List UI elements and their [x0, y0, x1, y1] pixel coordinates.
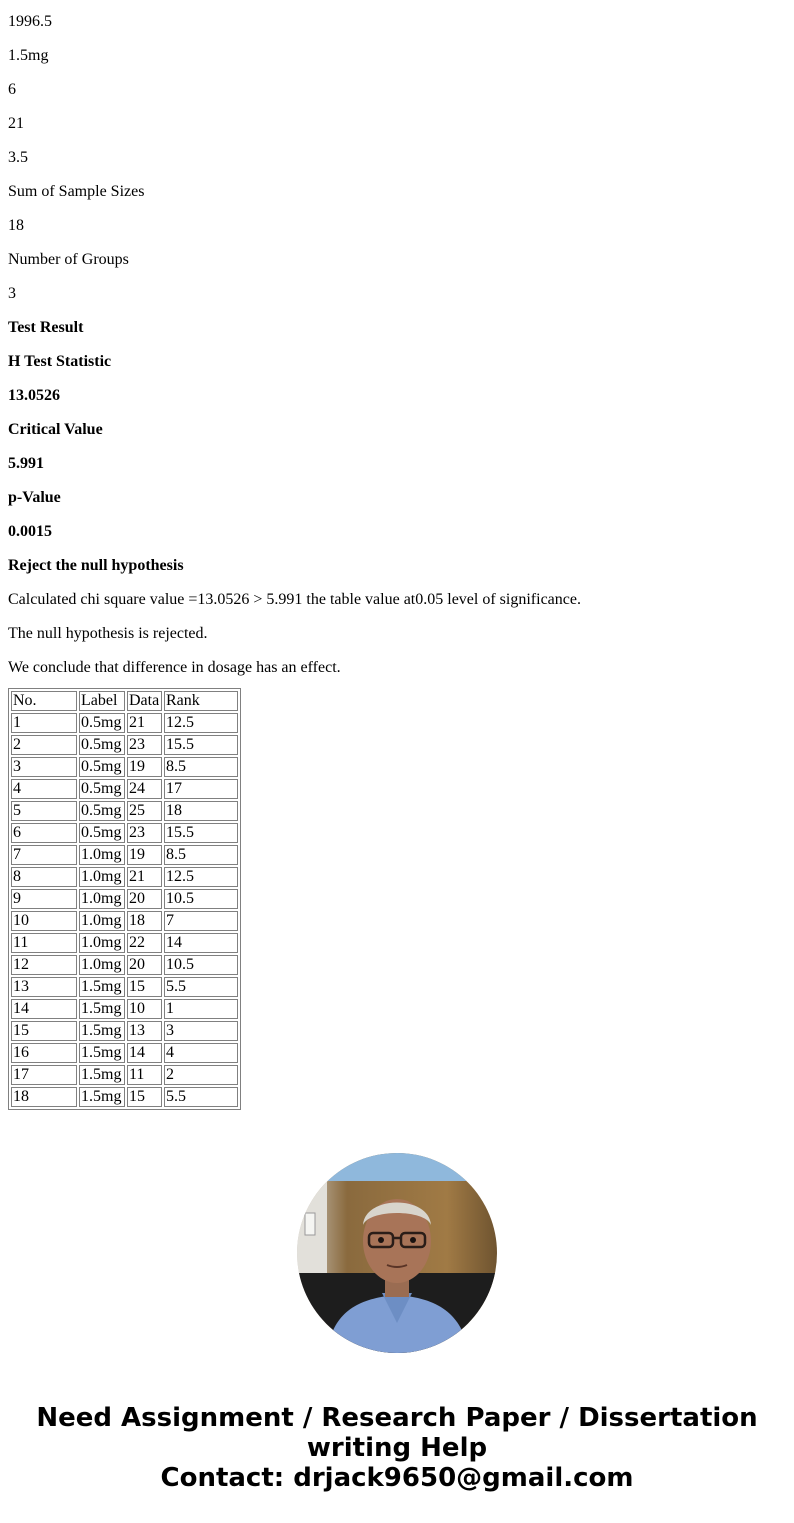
table-row	[11, 1043, 238, 1063]
cell-label: 0.5mg	[79, 801, 125, 821]
cell-no: 17	[11, 1065, 77, 1085]
cell-label: 1.5mg	[79, 1065, 125, 1085]
text-line: 6	[8, 81, 16, 98]
text-line: 3.5	[8, 149, 28, 166]
cell-rank: 2	[164, 1065, 238, 1085]
cell-rank: 4	[164, 1043, 238, 1063]
person-photo-icon	[297, 1153, 497, 1353]
text-line: We conclude that difference in dosage has an effect.	[8, 659, 341, 676]
text-line: 3	[8, 285, 16, 302]
cell-no: 4	[11, 779, 77, 799]
table-row	[11, 1065, 238, 1085]
cell-no: 18	[11, 1087, 77, 1107]
cell-rank: 8.5	[164, 757, 238, 777]
cell-no: 6	[11, 823, 77, 843]
text-line: 1.5mg	[8, 47, 49, 64]
cell-data: 20	[127, 955, 162, 975]
cell-rank: 14	[164, 933, 238, 953]
text-line: Number of Groups	[8, 251, 129, 268]
cell-no: 9	[11, 889, 77, 909]
cell-rank: 10.5	[164, 889, 238, 909]
table-row	[11, 845, 238, 865]
table-header-row	[11, 691, 238, 711]
cell-data: 11	[127, 1065, 162, 1085]
header-data: Data	[127, 691, 162, 711]
table-row	[11, 801, 238, 821]
table-row	[11, 889, 238, 909]
cell-label: 1.5mg	[79, 1087, 125, 1107]
table-row	[11, 1021, 238, 1041]
cell-data: 19	[127, 757, 162, 777]
table-body	[11, 713, 238, 1107]
cell-label: 0.5mg	[79, 779, 125, 799]
cell-no: 10	[11, 911, 77, 931]
table-row	[11, 735, 238, 755]
cell-label: 0.5mg	[79, 713, 125, 733]
text-line: 13.0526	[8, 387, 60, 404]
cell-data: 18	[127, 911, 162, 931]
cell-rank: 18	[164, 801, 238, 821]
table-row	[11, 713, 238, 733]
table-row	[11, 779, 238, 799]
cell-no: 8	[11, 867, 77, 887]
cell-label: 1.5mg	[79, 977, 125, 997]
author-photo	[297, 1153, 497, 1353]
cell-label: 1.0mg	[79, 911, 125, 931]
text-line: 21	[8, 115, 24, 132]
text-line: Calculated chi square value =13.0526 > 5.991 the table value at0.05 level of significance.	[8, 591, 581, 608]
cell-data: 21	[127, 713, 162, 733]
cell-data: 15	[127, 1087, 162, 1107]
cell-rank: 10.5	[164, 955, 238, 975]
cell-label: 1.0mg	[79, 955, 125, 975]
table-row	[11, 867, 238, 887]
cell-rank: 12.5	[164, 713, 238, 733]
cell-data: 20	[127, 889, 162, 909]
banner-line-1: Need Assignment / Research Paper / Dissertation	[36, 1403, 758, 1433]
header-no: No.	[11, 691, 77, 711]
cell-label: 0.5mg	[79, 735, 125, 755]
cell-rank: 7	[164, 911, 238, 931]
cell-no: 15	[11, 1021, 77, 1041]
cell-label: 1.5mg	[79, 999, 125, 1019]
cell-data: 15	[127, 977, 162, 997]
header-rank: Rank	[164, 691, 238, 711]
cell-data: 21	[127, 867, 162, 887]
text-line: p-Value	[8, 489, 61, 506]
table-row	[11, 757, 238, 777]
cell-data: 25	[127, 801, 162, 821]
table-row	[11, 977, 238, 997]
table-row	[11, 999, 238, 1019]
cell-label: 1.0mg	[79, 889, 125, 909]
text-line: 5.991	[8, 455, 44, 472]
contact-banner	[0, 1403, 794, 1493]
cell-label: 1.5mg	[79, 1021, 125, 1041]
cell-data: 24	[127, 779, 162, 799]
cell-rank: 17	[164, 779, 238, 799]
text-line: Test Result	[8, 319, 84, 336]
cell-no: 2	[11, 735, 77, 755]
text-line: Sum of Sample Sizes	[8, 183, 145, 200]
text-line: Critical Value	[8, 421, 103, 438]
cell-rank: 15.5	[164, 735, 238, 755]
cell-label: 0.5mg	[79, 823, 125, 843]
cell-no: 16	[11, 1043, 77, 1063]
cell-no: 11	[11, 933, 77, 953]
text-line: The null hypothesis is rejected.	[8, 625, 208, 642]
text-line: 0.0015	[8, 523, 52, 540]
table-row	[11, 1087, 238, 1107]
text-line: 18	[8, 217, 24, 234]
cell-label: 1.0mg	[79, 933, 125, 953]
cell-data: 23	[127, 735, 162, 755]
cell-no: 13	[11, 977, 77, 997]
cell-rank: 12.5	[164, 867, 238, 887]
cell-no: 1	[11, 713, 77, 733]
cell-label: 1.0mg	[79, 845, 125, 865]
cell-rank: 5.5	[164, 977, 238, 997]
cell-rank: 1	[164, 999, 238, 1019]
cell-no: 5	[11, 801, 77, 821]
cell-data: 23	[127, 823, 162, 843]
cell-data: 13	[127, 1021, 162, 1041]
cell-no: 12	[11, 955, 77, 975]
cell-rank: 5.5	[164, 1087, 238, 1107]
table-row	[11, 955, 238, 975]
cell-rank: 15.5	[164, 823, 238, 843]
cell-data: 14	[127, 1043, 162, 1063]
cell-data: 22	[127, 933, 162, 953]
cell-label: 0.5mg	[79, 757, 125, 777]
cell-label: 1.5mg	[79, 1043, 125, 1063]
table-row	[11, 823, 238, 843]
result-lines	[8, 0, 786, 680]
header-label: Label	[79, 691, 125, 711]
text-line: 1996.5	[8, 13, 52, 30]
cell-data: 19	[127, 845, 162, 865]
table-row	[11, 911, 238, 931]
cell-rank: 3	[164, 1021, 238, 1041]
rank-table	[8, 688, 241, 1110]
text-line: Reject the null hypothesis	[8, 557, 184, 574]
cell-no: 3	[11, 757, 77, 777]
banner-line-2: writing Help	[306, 1433, 488, 1463]
cell-label: 1.0mg	[79, 867, 125, 887]
cell-no: 7	[11, 845, 77, 865]
contact-email: Contact: drjack9650@gmail.com	[160, 1463, 634, 1493]
table-row	[11, 933, 238, 953]
cell-no: 14	[11, 999, 77, 1019]
cell-data: 10	[127, 999, 162, 1019]
text-line: H Test Statistic	[8, 353, 112, 370]
cell-rank: 8.5	[164, 845, 238, 865]
